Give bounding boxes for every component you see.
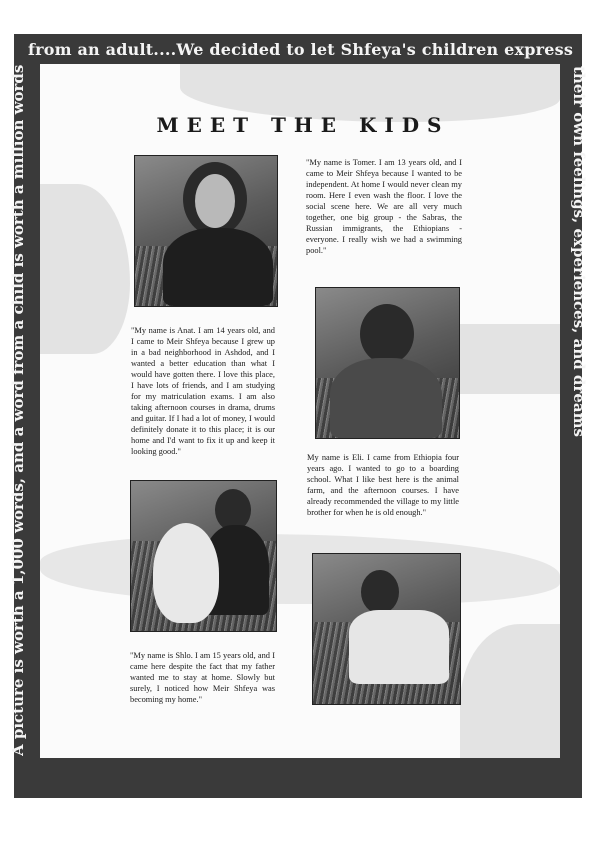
photo-tomer xyxy=(315,287,460,439)
background-texture xyxy=(460,624,560,758)
caption-shlo: "My name is Shlo. I am 15 years old, and I came here despite the fact that my father wanted me to stay at home. Slowly but surely, I noticed how Meir Shfeya was becoming my home." xyxy=(130,651,275,704)
photo-anat xyxy=(134,155,278,307)
caption-eli: My name is Eli. I came from Ethiopia four years ago. I wanted to go to a boarding school. What I like best here is the animal farm, and the afternoon courses. I have already recommended the village to my little brother for when he is old enough." xyxy=(307,453,459,517)
border-text-left: A picture is worth a 1,000 words, and a word from a child is worth a million words xyxy=(9,64,27,756)
border-text-right: their own feelings, experiences, and dreams xyxy=(570,66,588,437)
photo-eli xyxy=(312,553,461,705)
content-panel xyxy=(40,64,560,758)
photo-shlo xyxy=(130,480,277,632)
border-text-top: from an adult....We decided to let Shfeya's children express xyxy=(28,40,574,59)
caption-anat: "My name is Anat. I am 14 years old, and I came to Meir Shfeya because I grew up in a bad neighborhood in Ashdod, and I wanted a better education than what I would have gotten there. I love this place, I have lots of friends, and I am studying for my matriculation exams. I am also taking afternoon courses in drama, drums and guitar. If I had a lot of money, I would definitely donate it to this place; it is our home and I'd want to fix it up and keep it looking good." xyxy=(131,326,275,456)
background-texture xyxy=(40,184,130,354)
page-title: MEET THE KIDS xyxy=(156,113,450,137)
background-texture xyxy=(40,534,560,604)
caption-tomer: "My name is Tomer. I am 13 years old, and I came to Meir Shfeya because I wanted to be independent. At home I would never clean my room. Here I even wash the floor. I love the social scene here. We are all very much together, one big group - the Sabras, the Russian immigrants, the Ethiopians - everyone. I really wish we had a swimming pool." xyxy=(306,158,462,255)
